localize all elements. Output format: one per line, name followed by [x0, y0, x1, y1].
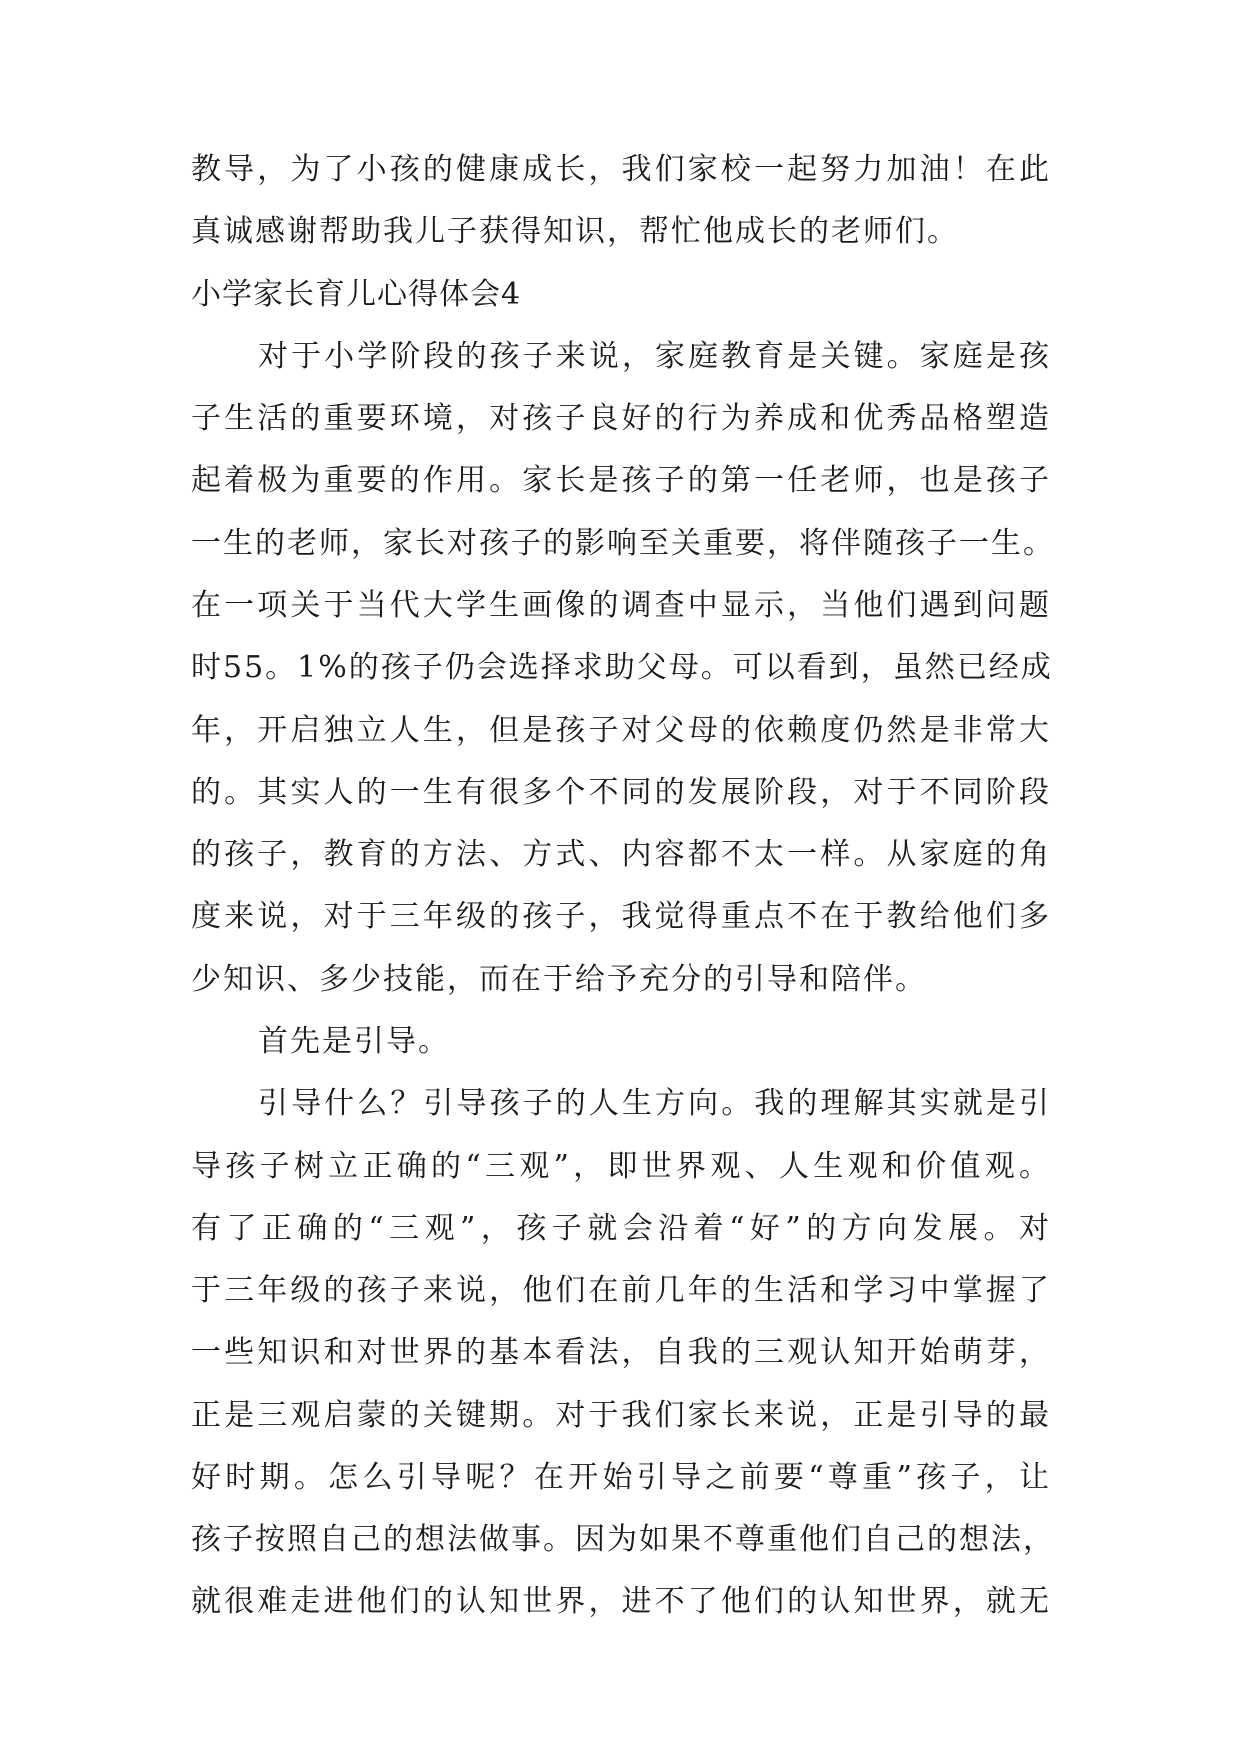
text-line: 有了正确的“三观”，孩子就会沿着“好”的方向发展。对 — [191, 1211, 1051, 1246]
text-line: 起着极为重要的作用。家长是孩子的第一任老师，也是孩子 — [191, 463, 1051, 498]
paragraph-first-line: 引导什么？引导孩子的人生方向。我的理解其实就是引 — [258, 1086, 1051, 1121]
text-line: 正是三观启蒙的关键期。对于我们家长来说，正是引导的最 — [191, 1398, 1051, 1433]
text-line: 子生活的重要环境，对孩子良好的行为养成和优秀品格塑造 — [191, 401, 1051, 436]
text-line: 于三年级的孩子来说，他们在前几年的生活和学习中掌握了 — [191, 1273, 1051, 1308]
text-line: 的。其实人的一生有很多个不同的发展阶段，对于不同阶段 — [191, 775, 1051, 810]
text-line: 一些知识和对世界的基本看法，自我的三观认知开始萌芽， — [191, 1335, 1051, 1370]
text-line: 真诚感谢帮助我儿子获得知识，帮忙他成长的老师们。 — [191, 214, 959, 249]
paragraph-first-line: 首先是引导。 — [258, 1024, 450, 1059]
text-line: 孩子按照自己的想法做事。因为如果不尊重他们自己的想法， — [191, 1522, 1055, 1557]
text-line: 在一项关于当代大学生画像的调查中显示，当他们遇到问题 — [191, 588, 1051, 623]
text-line: 的孩子，教育的方法、方式、内容都不太一样。从家庭的角 — [191, 837, 1051, 872]
text-line: 少知识、多少技能，而在于给予充分的引导和陪伴。 — [191, 962, 927, 997]
text-line: 度来说，对于三年级的孩子，我觉得重点不在于教给他们多 — [191, 899, 1051, 934]
text-line: 年，开启独立人生，但是孩子对父母的依赖度仍然是非常大 — [191, 713, 1051, 748]
text-line: 导孩子树立正确的“三观”，即世界观、人生观和价值观。 — [191, 1149, 1051, 1184]
text-line: 时55。1%的孩子仍会选择求助父母。可以看到，虽然已经成 — [191, 650, 1053, 685]
text-line: 教导，为了小孩的健康成长，我们家校一起努力加油！在此 — [191, 152, 1051, 187]
text-line: 就很难走进他们的认知世界，进不了他们的认知世界，就无 — [191, 1584, 1051, 1619]
paragraph-first-line: 对于小学阶段的孩子来说，家庭教育是关键。家庭是孩 — [258, 339, 1051, 374]
text-line: 好时期。怎么引导呢？在开始引导之前要“尊重”孩子，让 — [191, 1460, 1051, 1495]
text-line: 一生的老师，家长对孩子的影响至关重要，将伴随孩子一生。 — [191, 526, 1055, 561]
section-heading: 小学家长育儿心得体会4 — [191, 277, 522, 312]
